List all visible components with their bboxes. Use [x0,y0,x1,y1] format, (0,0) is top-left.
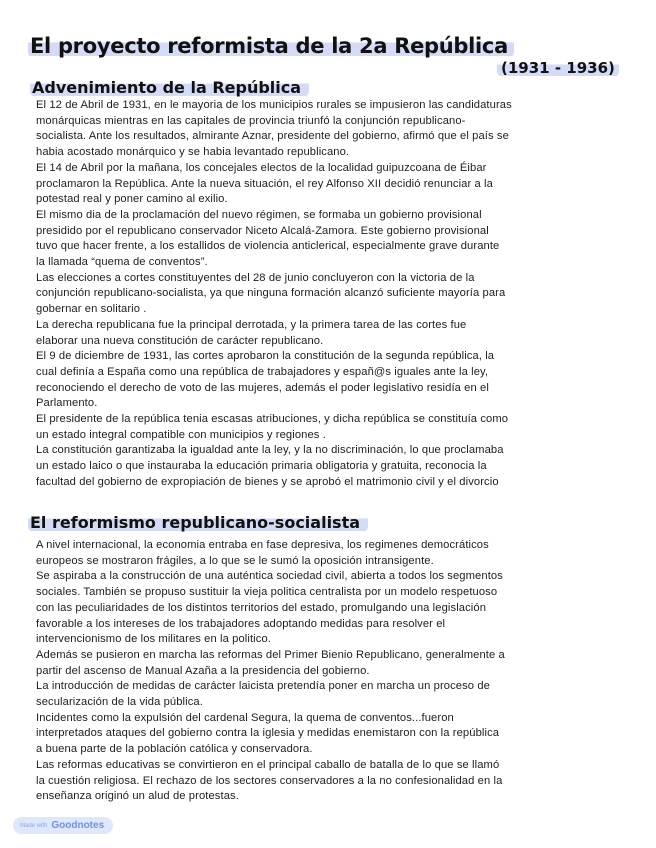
text-line: El 9 de diciembre de 1931, las cortes aprobaron la constitución de la segunda república, la [36,350,495,363]
text-line: con las peculiaridades de los distintos territorios del estado, promulgando una legislación [36,601,487,614]
text-line: europeos se mostraron frágiles, a lo que se le sumó la oposición intransigente. [36,554,434,567]
text-line: partir del ascenso de Manual Azaña a la presidencia del gobierno. [36,664,370,677]
text-line: El presidente de la república tenia escasas atribuciones, y dicha república se constituía como [36,413,509,426]
text-line: tuvo que hacer frente, a los estallidos de violencia anticlerical, especialmente grave durante [36,240,500,253]
text-line: potestad real y poner camino al exilio. [36,193,228,206]
text-line: a buena parte de la población católica y conservadora. [36,743,313,756]
made-with-label: Made with [20,822,48,829]
text-line: socialista. Ante los resultados, almirante Aznar, presidente del gobierno, afirmó que el país se [36,130,509,143]
text-line: El 14 de Abril por la mañana, los concejales electos de la localidad guipuzcoana de Éibar [36,161,487,174]
text-line: la cuestión religiosa. El rechazo de los sectores conservadores a la no confesionalidad en la [36,774,503,787]
text-line: Se aspiraba a la construcción de una auténtica sociedad civil, abierta a todos los segmentos [36,570,503,583]
text-line: favorable a los intereses de los trabajadores adoptando medidas para resolver el [36,617,446,630]
text-line: un estado laico o que instauraba la educación primaria obligatoria y gratuita, reconocia la [36,460,487,473]
text-line: sociales. También se propuso sustituir la vieja politica centralista por un modelo respetuoso [36,586,498,599]
section-body-reformismo [36,538,632,805]
text-line: enseñanza originó un alud de protestas. [36,790,239,803]
goodnotes-brand-name: Goodnotes [51,820,105,831]
text-line: Las reformas educativas se convirtieron en el principal caballo de batalla de lo que se llamó [36,758,500,771]
text-line: conjunción republicano-socialista, ya que ninguna formación alcanzó suficiente mayoría para [36,287,506,300]
text-line: La constitución garantizaba la igualdad ante la ley, y la no discriminación, lo que proclamaba [36,444,504,457]
text-line: habia acostado monárquico y se habia levantado republicano. [36,146,350,159]
text-line: facultad del gobierno de expropiación de bienes y se aprobó el matrimonio civil y el divorcio [36,475,499,488]
text-line: Parlamento. [36,397,98,410]
section-heading-reformismo: El reformismo republicano-socialista [28,513,368,532]
text-line: proclamaron la República. Ante la nueva situación, el rey Alfonso XII decidió renunciar a la [36,177,493,190]
text-line: A nivel internacional, la economia entraba en fase depresiva, los regimenes democráticos [36,539,489,551]
text-line: La derecha republicana fue la principal derrotada, y la primera tarea de las cortes fue [36,318,467,331]
text-line: secularización de la vida pública. [36,696,203,709]
text-line: reconociendo el derecho de voto de las mujeres, además el poder legislativo residía en el [36,381,489,394]
page-title: El proyecto reformista de la 2a República [28,34,514,58]
text-line: gobernar en solitario . [36,303,147,316]
section-body-advenimiento [36,98,640,491]
text-line: El mismo dia de la proclamación del nuevo régimen, se formaba un gobierno provisional [36,208,482,221]
text-line: La introducción de medidas de carácter laicista pretendía poner en marcha un proceso de [36,680,490,693]
text-line: monárquicas mientras en las capitales de provincia triunfó la conjunción republicano- [36,114,466,127]
text-line: la llamada “quema de conventos”. [36,256,208,269]
text-line: Incidentes como la expulsión del cardenal Segura, la quema de conventos...fueron [36,711,454,724]
goodnotes-watermark [13,817,113,834]
text-line: cual definía a España como una república de trabajadores y españ@s iguales ante la ley, [36,365,489,378]
text-line: un estado integral compatible con municipios y regiones . [36,428,326,441]
text-line: interpretados ataques del gobierno contra la iglesia y medidas enemistaron con la república [36,727,500,740]
text-line: elaborar una nueva constitución de carácter republicano. [36,334,324,347]
text-line: presidido por el republicano conservador Niceto Alcalá-Zamora. Este gobierno provisional [36,224,489,237]
text-line: El 12 de Abril de 1931, en le mayoria de los municipios rurales se impusieron las candidaturas [36,99,512,111]
date-range: (1931 - 1936) [497,59,619,77]
text-line: Además se pusieron en marcha las reformas del Primer Bienio Republicano, generalmente a [36,648,505,661]
text-line: Las elecciones a cortes constituyentes del 28 de junio concluyeron con la victoria de la [36,271,475,284]
text-line: intervencionismo de los militares en la politico. [36,633,271,646]
section-heading-advenimiento: Advenimiento de la República [30,78,309,97]
